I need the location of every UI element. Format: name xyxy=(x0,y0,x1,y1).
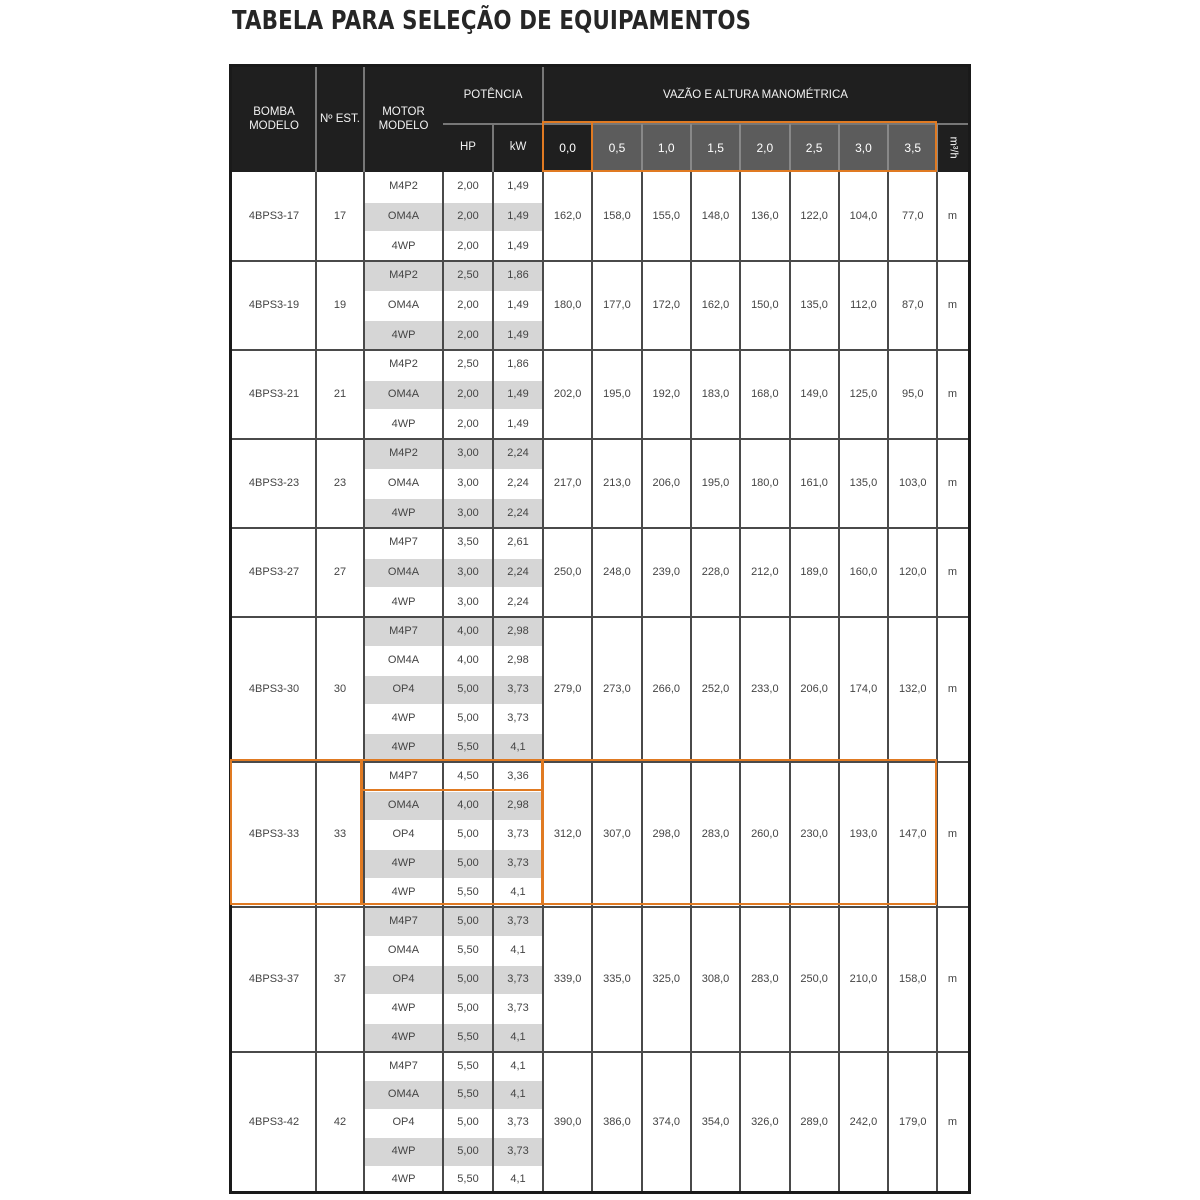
unit-cell: m xyxy=(947,1116,958,1129)
header-kw: kW xyxy=(493,124,543,172)
unit-cell: m xyxy=(947,565,958,578)
head-cell: 202,0 xyxy=(553,387,582,400)
head-cell: 189,0 xyxy=(800,565,828,578)
head-cell: 266,0 xyxy=(652,682,680,695)
kw-cell: 2,61 xyxy=(507,536,529,549)
hp-cell: 2,00 xyxy=(443,380,493,410)
head-cell: 148,0 xyxy=(701,209,730,222)
motor-row-divider xyxy=(364,1023,543,1024)
column-divider xyxy=(739,172,741,1191)
header-divider xyxy=(789,124,791,172)
bomba-model-cell: 4BPS3-27 xyxy=(248,565,300,578)
unit-cell: m xyxy=(947,682,958,695)
motor-model-cell: M4P7 xyxy=(364,617,443,646)
stages-cell: 30 xyxy=(333,682,347,695)
bomba-model-cell: 4BPS3-21 xyxy=(248,387,300,400)
bomba-model-cell: 4BPS3-30 xyxy=(248,682,300,695)
head-cell: 233,0 xyxy=(751,682,779,695)
hp-cell: 5,00 xyxy=(443,675,493,704)
motor-row-divider xyxy=(364,878,543,879)
bomba-model-cell: 4BPS3-19 xyxy=(248,298,300,311)
column-divider xyxy=(492,172,494,1191)
head-cell: 161,0 xyxy=(800,476,828,489)
group-divider xyxy=(232,761,968,763)
hp-cell: 4,00 xyxy=(443,617,493,646)
kw-cell: 3,73 xyxy=(493,849,543,878)
motor-model-cell: OM4A xyxy=(387,653,420,666)
head-cell: 168,0 xyxy=(751,387,779,400)
motor-row-divider xyxy=(364,646,543,647)
head-cell: 158,0 xyxy=(898,972,927,985)
motor-row-divider xyxy=(364,558,543,559)
kw-cell: 1,86 xyxy=(507,358,529,371)
header-unit-m3h: m³/h xyxy=(937,124,968,172)
motor-row-divider xyxy=(364,1109,543,1110)
head-cell: 298,0 xyxy=(652,827,680,840)
motor-row-divider xyxy=(364,791,543,792)
head-cell: 374,0 xyxy=(652,1116,680,1129)
hp-cell: 2,00 xyxy=(443,202,493,232)
head-cell: 283,0 xyxy=(701,827,730,840)
unit-cell: m xyxy=(947,387,958,400)
header-divider xyxy=(887,124,889,172)
head-cell: 230,0 xyxy=(800,827,828,840)
motor-row-divider xyxy=(364,936,543,937)
stages-cell: 23 xyxy=(333,476,347,489)
motor-row-divider xyxy=(364,704,543,705)
column-divider xyxy=(936,172,938,1191)
hp-cell: 3,00 xyxy=(443,498,493,528)
motor-model-cell: M4P2 xyxy=(364,261,443,291)
head-cell: 132,0 xyxy=(898,682,927,695)
motor-model-cell: 4WP xyxy=(364,1137,443,1165)
kw-cell: 3,73 xyxy=(493,965,543,994)
kw-cell: 3,73 xyxy=(507,711,529,724)
column-divider xyxy=(690,172,692,1191)
head-cell: 390,0 xyxy=(553,1116,582,1129)
head-cell: 195,0 xyxy=(603,387,631,400)
kw-cell: 1,49 xyxy=(493,380,543,410)
motor-row-divider xyxy=(364,849,543,850)
kw-cell: 2,98 xyxy=(493,617,543,646)
head-cell: 136,0 xyxy=(751,209,779,222)
kw-cell: 1,49 xyxy=(507,180,529,193)
head-cell: 125,0 xyxy=(849,387,878,400)
kw-cell: 2,24 xyxy=(493,439,543,469)
stages-cell: 33 xyxy=(333,827,347,840)
motor-model-cell: 4WP xyxy=(364,320,443,350)
hp-cell: 5,00 xyxy=(443,1137,493,1165)
hp-cell: 5,00 xyxy=(443,849,493,878)
head-cell: 135,0 xyxy=(849,476,878,489)
stages-cell: 27 xyxy=(333,565,347,578)
motor-model-cell: 4WP xyxy=(391,885,416,898)
motor-row-divider xyxy=(364,469,543,470)
stages-cell: 19 xyxy=(333,298,347,311)
hp-cell: 2,50 xyxy=(457,358,479,371)
header-divider xyxy=(641,124,643,172)
head-cell: 308,0 xyxy=(701,972,730,985)
group-divider xyxy=(232,438,968,440)
unit-cell: m xyxy=(947,298,958,311)
motor-row-divider xyxy=(364,1080,543,1081)
head-cell: 160,0 xyxy=(849,565,878,578)
hp-cell: 2,00 xyxy=(457,180,479,193)
header-divider xyxy=(690,124,692,172)
header-divider xyxy=(443,123,968,125)
head-cell: 122,0 xyxy=(800,209,828,222)
head-cell: 307,0 xyxy=(603,827,631,840)
motor-model-cell: 4WP xyxy=(391,711,416,724)
motor-model-cell: OP4 xyxy=(392,1116,415,1129)
head-cell: 150,0 xyxy=(751,298,779,311)
hp-cell: 2,00 xyxy=(457,298,479,311)
header-flow-5: 2,5 xyxy=(790,124,839,172)
motor-model-cell: OP4 xyxy=(364,965,443,994)
header-divider xyxy=(838,124,840,172)
head-cell: 250,0 xyxy=(800,972,828,985)
head-cell: 335,0 xyxy=(603,972,631,985)
kw-cell: 1,49 xyxy=(493,202,543,232)
motor-row-divider xyxy=(364,733,543,734)
head-cell: 87,0 xyxy=(902,298,924,311)
kw-cell: 2,24 xyxy=(507,476,529,489)
head-cell: 289,0 xyxy=(800,1116,828,1129)
hp-cell: 3,50 xyxy=(457,536,479,549)
head-cell: 325,0 xyxy=(652,972,680,985)
head-cell: 279,0 xyxy=(553,682,582,695)
head-cell: 172,0 xyxy=(652,298,680,311)
header-flow-3: 1,5 xyxy=(691,124,740,172)
motor-row-divider xyxy=(364,409,543,410)
header-divider xyxy=(591,124,593,172)
motor-row-divider xyxy=(364,1166,543,1167)
head-cell: 112,0 xyxy=(850,298,877,311)
header-divider xyxy=(739,124,741,172)
motor-model-cell: 4WP xyxy=(391,1001,416,1014)
motor-model-cell: 4WP xyxy=(364,733,443,762)
hp-cell: 4,50 xyxy=(457,769,479,782)
hp-cell: 5,00 xyxy=(443,965,493,994)
header-vazao-altura: VAZÃO E ALTURA MANOMÉTRICA xyxy=(543,67,968,124)
motor-model-cell: OM4A xyxy=(364,791,443,820)
hp-cell: 5,50 xyxy=(457,943,479,956)
motor-model-cell: OP4 xyxy=(364,675,443,704)
motor-model-cell: 4WP xyxy=(364,498,443,528)
motor-model-cell: OM4A xyxy=(387,476,420,489)
motor-row-divider xyxy=(364,231,543,232)
unit-cell: m xyxy=(947,476,958,489)
unit-cell: m xyxy=(947,209,958,222)
kw-cell: 4,1 xyxy=(493,733,543,762)
header-divider xyxy=(936,124,938,172)
head-cell: 326,0 xyxy=(751,1116,779,1129)
bomba-model-cell: 4BPS3-42 xyxy=(248,1116,300,1129)
bomba-model-cell: 4BPS3-33 xyxy=(248,827,300,840)
hp-cell: 3,00 xyxy=(457,595,479,608)
motor-model-cell: M4P7 xyxy=(389,769,418,782)
hp-cell: 5,00 xyxy=(457,1116,479,1129)
column-divider xyxy=(641,172,643,1191)
head-cell: 213,0 xyxy=(603,476,631,489)
hp-cell: 2,00 xyxy=(457,239,479,252)
kw-cell: 2,24 xyxy=(493,558,543,588)
head-cell: 95,0 xyxy=(902,387,924,400)
hp-cell: 5,50 xyxy=(443,1023,493,1052)
head-cell: 206,0 xyxy=(652,476,680,489)
motor-model-cell: M4P7 xyxy=(364,907,443,936)
head-cell: 228,0 xyxy=(701,565,730,578)
head-cell: 206,0 xyxy=(800,682,828,695)
header-divider xyxy=(542,67,544,172)
head-cell: 180,0 xyxy=(553,298,582,311)
motor-row-divider xyxy=(364,820,543,821)
motor-row-divider xyxy=(364,320,543,321)
hp-cell: 2,50 xyxy=(443,261,493,291)
kw-cell: 3,73 xyxy=(507,1116,529,1129)
kw-cell: 4,1 xyxy=(510,1173,526,1186)
head-cell: 339,0 xyxy=(553,972,582,985)
kw-cell: 2,98 xyxy=(493,791,543,820)
motor-model-cell: 4WP xyxy=(391,417,416,430)
column-divider xyxy=(838,172,840,1191)
group-divider xyxy=(232,349,968,351)
motor-model-cell: OM4A xyxy=(364,202,443,232)
motor-model-cell: OM4A xyxy=(387,943,420,956)
kw-cell: 4,1 xyxy=(510,885,526,898)
kw-cell: 4,1 xyxy=(510,943,526,956)
motor-model-cell: 4WP xyxy=(391,1173,416,1186)
bomba-model-cell: 4BPS3-37 xyxy=(248,972,300,985)
hp-cell: 5,50 xyxy=(457,885,479,898)
kw-cell: 1,86 xyxy=(493,261,543,291)
motor-row-divider xyxy=(364,1137,543,1138)
head-cell: 250,0 xyxy=(553,565,582,578)
motor-row-divider xyxy=(364,587,543,588)
kw-cell: 4,1 xyxy=(510,1059,526,1072)
head-cell: 354,0 xyxy=(701,1116,730,1129)
hp-cell: 5,00 xyxy=(457,711,479,724)
head-cell: 177,0 xyxy=(603,298,631,311)
bomba-model-cell: 4BPS3-17 xyxy=(248,209,300,222)
header-flow-2: 1,0 xyxy=(642,124,691,172)
hp-cell: 5,50 xyxy=(443,1080,493,1108)
head-cell: 260,0 xyxy=(751,827,779,840)
motor-model-cell: M4P7 xyxy=(389,1059,418,1072)
kw-cell: 2,24 xyxy=(507,595,529,608)
unit-cell: m xyxy=(947,827,958,840)
head-cell: 162,0 xyxy=(553,209,582,222)
head-cell: 103,0 xyxy=(898,476,927,489)
header-motor-modelo: MOTOR MODELO xyxy=(364,67,443,172)
hp-cell: 5,00 xyxy=(443,907,493,936)
kw-cell: 1,49 xyxy=(507,298,529,311)
head-cell: 158,0 xyxy=(603,209,631,222)
motor-model-cell: M4P2 xyxy=(389,180,418,193)
stages-cell: 42 xyxy=(333,1116,347,1129)
column-divider xyxy=(363,172,365,1191)
kw-cell: 3,73 xyxy=(493,1137,543,1165)
bomba-model-cell: 4BPS3-23 xyxy=(248,476,300,489)
header-flow-4: 2,0 xyxy=(740,124,789,172)
hp-cell: 4,00 xyxy=(443,791,493,820)
motor-model-cell: M4P2 xyxy=(364,439,443,469)
kw-cell: 2,98 xyxy=(507,653,529,666)
motor-model-cell: OM4A xyxy=(364,380,443,410)
motor-row-divider xyxy=(364,994,543,995)
group-divider xyxy=(232,616,968,618)
header-flow-7: 3,5 xyxy=(888,124,937,172)
head-cell: 179,0 xyxy=(898,1116,927,1129)
head-cell: 135,0 xyxy=(800,298,828,311)
hp-cell: 5,00 xyxy=(457,827,479,840)
head-cell: 174,0 xyxy=(849,682,878,695)
kw-cell: 1,49 xyxy=(507,417,529,430)
group-divider xyxy=(232,906,968,908)
hp-cell: 5,50 xyxy=(457,1059,479,1072)
motor-model-cell: OM4A xyxy=(364,1080,443,1108)
hp-cell: 5,50 xyxy=(443,733,493,762)
motor-model-cell: OP4 xyxy=(392,827,415,840)
column-divider xyxy=(591,172,593,1191)
head-cell: 104,0 xyxy=(849,209,878,222)
hp-cell: 3,00 xyxy=(443,558,493,588)
group-divider xyxy=(232,1051,968,1053)
motor-row-divider xyxy=(364,380,543,381)
head-cell: 212,0 xyxy=(751,565,779,578)
hp-cell: 2,00 xyxy=(457,417,479,430)
head-cell: 386,0 xyxy=(603,1116,631,1129)
kw-cell: 4,1 xyxy=(493,1023,543,1052)
header-flow-6: 3,0 xyxy=(839,124,888,172)
motor-model-cell: 4WP xyxy=(391,595,416,608)
header-flow-0: 0,0 xyxy=(543,124,592,172)
head-cell: 248,0 xyxy=(603,565,631,578)
header-potencia: POTÊNCIA xyxy=(443,67,543,124)
kw-cell: 1,49 xyxy=(507,239,529,252)
motor-row-divider xyxy=(364,498,543,499)
kw-cell: 3,73 xyxy=(507,827,529,840)
column-divider xyxy=(789,172,791,1191)
hp-cell: 5,50 xyxy=(457,1173,479,1186)
motor-model-cell: OM4A xyxy=(387,298,420,311)
hp-cell: 2,00 xyxy=(443,320,493,350)
motor-model-cell: M4P7 xyxy=(389,536,418,549)
head-cell: 77,0 xyxy=(902,209,924,222)
head-cell: 155,0 xyxy=(652,209,680,222)
header-divider xyxy=(363,67,365,172)
motor-model-cell: 4WP xyxy=(391,239,416,252)
column-divider xyxy=(887,172,889,1191)
header-bomba-modelo: BOMBA MODELO xyxy=(232,67,316,172)
kw-cell: 1,49 xyxy=(493,320,543,350)
head-cell: 183,0 xyxy=(701,387,730,400)
kw-cell: 3,73 xyxy=(507,1001,529,1014)
motor-model-cell: 4WP xyxy=(364,849,443,878)
head-cell: 252,0 xyxy=(701,682,730,695)
motor-row-divider xyxy=(364,675,543,676)
hp-cell: 4,00 xyxy=(457,653,479,666)
head-cell: 180,0 xyxy=(751,476,779,489)
kw-cell: 4,1 xyxy=(493,1080,543,1108)
head-cell: 192,0 xyxy=(652,387,680,400)
motor-model-cell: M4P2 xyxy=(389,358,418,371)
head-cell: 195,0 xyxy=(701,476,730,489)
head-cell: 210,0 xyxy=(849,972,878,985)
kw-cell: 3,73 xyxy=(493,907,543,936)
column-divider xyxy=(442,172,444,1191)
stages-cell: 37 xyxy=(333,972,347,985)
head-cell: 120,0 xyxy=(898,565,927,578)
head-cell: 162,0 xyxy=(701,298,730,311)
head-cell: 239,0 xyxy=(652,565,680,578)
header-divider xyxy=(315,67,317,172)
head-cell: 217,0 xyxy=(553,476,582,489)
equipment-selection-table xyxy=(229,64,971,1194)
group-divider xyxy=(232,260,968,262)
hp-cell: 5,00 xyxy=(457,1001,479,1014)
stages-cell: 17 xyxy=(333,209,347,222)
header-divider xyxy=(492,124,494,172)
hp-cell: 3,00 xyxy=(457,476,479,489)
page-title: TABELA PARA SELEÇÃO DE EQUIPAMENTOS xyxy=(232,6,752,36)
head-cell: 283,0 xyxy=(751,972,779,985)
header-flow-1: 0,5 xyxy=(592,124,641,172)
column-divider xyxy=(542,172,544,1191)
header-hp: HP xyxy=(443,124,493,172)
unit-cell: m xyxy=(947,972,958,985)
head-cell: 273,0 xyxy=(603,682,631,695)
motor-row-divider xyxy=(364,291,543,292)
head-cell: 242,0 xyxy=(849,1116,878,1129)
header-num-estagios: Nº EST. xyxy=(316,67,364,172)
head-cell: 193,0 xyxy=(849,827,878,840)
motor-row-divider xyxy=(364,202,543,203)
column-divider xyxy=(315,172,317,1191)
kw-cell: 3,36 xyxy=(507,769,529,782)
head-cell: 149,0 xyxy=(800,387,828,400)
hp-cell: 3,00 xyxy=(443,439,493,469)
kw-cell: 3,73 xyxy=(493,675,543,704)
group-divider xyxy=(232,527,968,529)
head-cell: 147,0 xyxy=(898,827,927,840)
stages-cell: 21 xyxy=(333,387,347,400)
motor-model-cell: OM4A xyxy=(364,558,443,588)
motor-model-cell: 4WP xyxy=(364,1023,443,1052)
head-cell: 312,0 xyxy=(553,827,582,840)
kw-cell: 2,24 xyxy=(493,498,543,528)
motor-row-divider xyxy=(364,965,543,966)
